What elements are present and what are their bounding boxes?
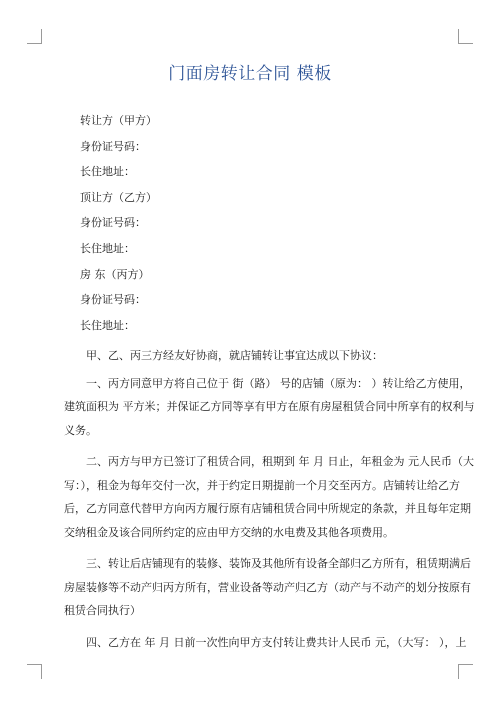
clause-3 (64, 552, 471, 623)
intro-paragraph (64, 344, 448, 368)
field-transferor-address: 长住地址： (80, 165, 135, 179)
field-landlord-id: 身份证号码： (80, 293, 146, 307)
crop-mark-bottom-left (27, 664, 42, 679)
clause-4 (64, 631, 467, 655)
field-transferor: 转让方（甲方） (80, 114, 157, 127)
clause-line: 二、丙方与甲方已签订了租赁合同，租期到 年 月 日止，年租金为 元人民币（大 (86, 455, 474, 468)
clause-line: 四、乙方在 年 月 日前一次性向甲方支付转让费共计人民币 元，（大写： ），上 (86, 635, 467, 649)
field-transferee-id: 身份证号码： (80, 216, 146, 230)
field-landlord: 房 东（丙方） (80, 267, 150, 281)
clause-1 (64, 372, 475, 443)
clause-line: 交纳租金及该合同所约定的应由甲方交纳的水电费及其他各项费用。 (64, 525, 394, 539)
intro-line: 甲、乙、丙三方经友好协商，就店铺转让事宜达成以下协议： (86, 349, 383, 362)
clause-line: 租赁合同执行） (64, 604, 141, 617)
party-fields (80, 114, 460, 344)
clause-line: 义务。 (64, 423, 97, 437)
clause-line: 房屋装修等不动产归丙方所有，营业设备等动产归乙方（动产与不动产的划分按原有 (64, 580, 471, 594)
field-transferee-address: 长住地址： (80, 241, 135, 255)
crop-mark-top-right (458, 29, 473, 44)
clause-line: 写：），租金为每年交付一次，并于约定日期提前一个月交至丙方。店铺转让给乙方 (64, 478, 460, 492)
clause-2 (64, 450, 474, 544)
clause-line: 后，乙方同意代替甲方向丙方履行原有店铺租赁合同中所规定的条款，并且每年定期 (64, 502, 471, 515)
crop-mark-bottom-right (458, 664, 473, 679)
crop-mark-top-left (27, 29, 42, 44)
field-transferor-id: 身份证号码： (80, 139, 146, 153)
clause-line: 三、转让后店铺现有的装修、装饰及其他所有设备全部归乙方所有，租赁期满后 (86, 557, 471, 570)
contract-body (64, 344, 475, 662)
clause-line: 一、丙方同意甲方将自己位于 街（路） 号的店铺（原为： ）转让给乙方使用， (86, 376, 471, 390)
clause-line: 建筑面积为 平方米；并保证乙方同等享有甲方在原有房屋租赁合同中所享有的权利与 (64, 400, 475, 413)
document-title: 门面房转让合同 模板 (168, 64, 332, 84)
field-landlord-address: 长住地址： (80, 318, 135, 332)
field-transferee: 顶让方（乙方） (80, 190, 157, 204)
